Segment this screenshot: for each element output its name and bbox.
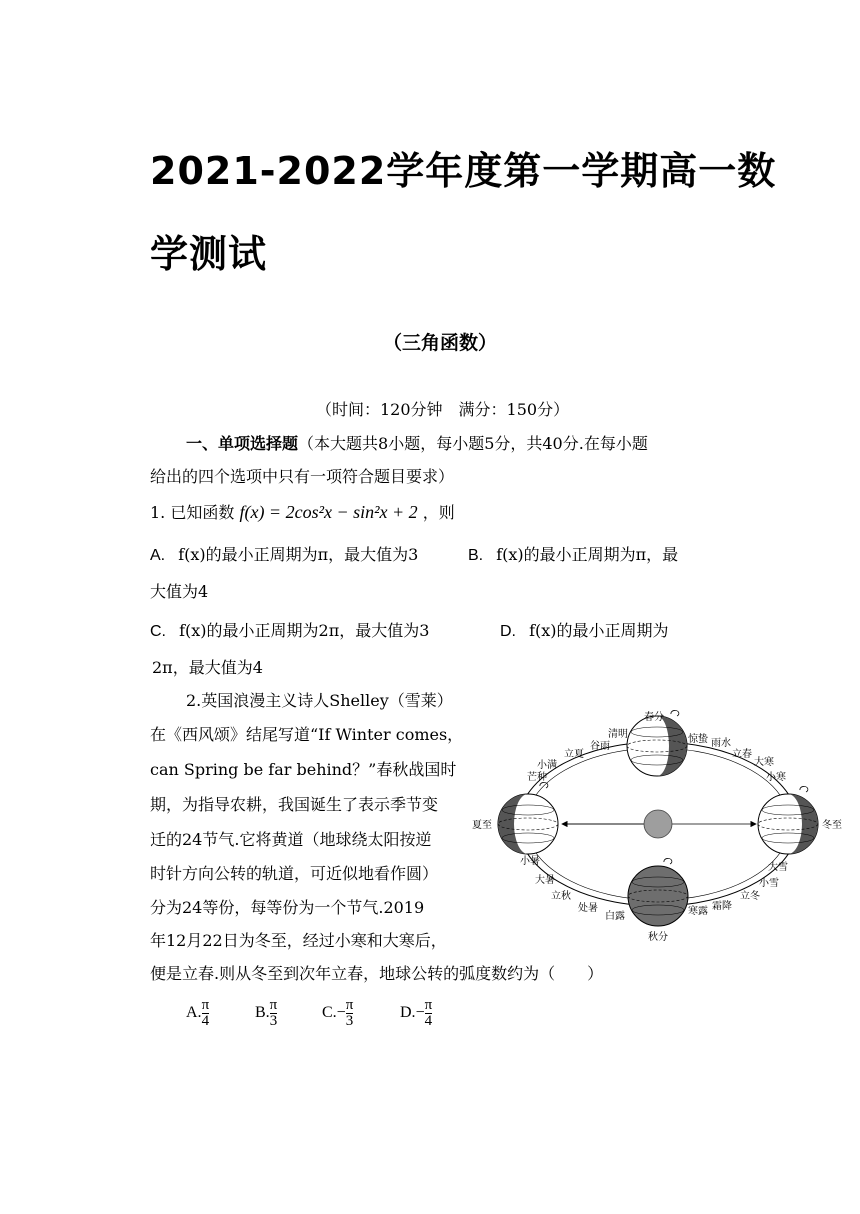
term-dahan: 大寒	[754, 757, 774, 768]
term-chunfen: 春分	[644, 712, 664, 723]
q2-option-c-sign: −	[336, 1004, 346, 1022]
q2-option-c-den: 3	[345, 1013, 354, 1029]
term-jingzhe: 惊蛰	[688, 734, 708, 745]
q2-option-c-fraction	[346, 998, 354, 1029]
q1-option-d-text: f(x)的最小正周期为	[529, 621, 669, 640]
term-xiaoxue: 小雪	[759, 878, 779, 889]
q2-option-a-num: π	[201, 997, 210, 1013]
page-title-line2: 学测试	[150, 232, 268, 276]
q2-line-2: 在《西风颂》结尾写道“If Winter comes，	[150, 725, 464, 744]
term-xiaoman: 小满	[537, 760, 557, 771]
term-bailu: 白露	[605, 911, 625, 922]
q2-option-d	[400, 998, 432, 1029]
term-xiaohan: 小寒	[766, 772, 786, 783]
term-dashu: 大暑	[535, 875, 555, 886]
q1-option-b-label: B.	[468, 547, 484, 564]
page-subtitle: （三角函数）	[383, 332, 498, 354]
term-xiaoshu: 小暑	[520, 856, 540, 867]
q1-option-c-text: f(x)的最小正周期为2π，最大值为3	[179, 621, 430, 640]
term-daxue: 大雪	[768, 862, 788, 873]
q2-option-d-fraction	[425, 998, 433, 1029]
q2-option-b-fraction	[270, 998, 278, 1029]
q2-option-c-num: π	[345, 997, 354, 1013]
q1-option-d-label: D.	[500, 623, 516, 640]
q2-option-b-label: B.	[255, 1004, 270, 1022]
earth-winter	[758, 794, 818, 854]
sun	[644, 810, 672, 838]
q2-option-d-sign: −	[415, 1004, 425, 1022]
term-qiufen: 秋分	[648, 932, 668, 943]
q1-option-a	[150, 542, 418, 565]
q1-option-b	[468, 542, 678, 565]
q2-option-a-fraction	[202, 998, 210, 1029]
section1-heading-line	[186, 431, 648, 454]
page-title-line1: 2021-2022学年度第一学期高一数	[150, 149, 777, 193]
q1-option-d-cont: 2π，最大值为4	[152, 658, 263, 677]
q2-line-1: 2.英国浪漫主义诗人Shelley（雪莱）	[186, 691, 453, 710]
q1-option-b-cont: 大值为4	[150, 582, 209, 601]
q1-stem-suffix: ，则	[422, 503, 455, 522]
section1-heading: 一、单项选择题	[186, 434, 299, 453]
earth-spring	[627, 716, 687, 776]
q2-option-c-label: C.	[322, 1004, 337, 1022]
q2-line-4: 期，为指导农耕，我国诞生了表示季节变	[150, 795, 439, 814]
q1-option-b-text: f(x)的最小正周期为π，最	[496, 545, 679, 564]
q2-option-d-num: π	[424, 997, 433, 1013]
term-chushu: 处暑	[578, 903, 598, 914]
q2-option-c	[322, 998, 353, 1029]
term-xiazhi: 夏至	[472, 820, 492, 831]
q2-line-5: 迁的24节气.它将黄道（地球绕太阳按逆	[150, 830, 432, 849]
q2-line-3: can Spring be far behind？”春秋战国时	[150, 760, 457, 779]
term-guyu: 谷雨	[590, 741, 610, 752]
term-lidong: 立冬	[740, 891, 760, 902]
term-lixia: 立夏	[564, 749, 584, 760]
term-lichun: 立春	[732, 749, 752, 760]
q1-option-c	[150, 618, 429, 641]
term-yushui: 雨水	[711, 738, 731, 749]
q1-option-a-label: A.	[150, 547, 166, 564]
q2-option-a-label: A.	[186, 1004, 202, 1022]
q2-option-d-label: D.	[400, 1004, 416, 1022]
q1-formula: f(x) = 2cos²x − sin²x + 2	[239, 502, 418, 522]
q2-option-b-num: π	[269, 997, 278, 1013]
term-hanlu: 寒露	[688, 906, 708, 917]
q2-option-d-den: 4	[424, 1013, 433, 1029]
earth-autumn	[628, 866, 688, 926]
q2-last-line: 便是立春.则从冬至到次年立春，地球公转的弧度数约为（ ）	[150, 964, 604, 983]
q2-option-a	[186, 998, 209, 1029]
q2-option-b-den: 3	[269, 1013, 278, 1029]
q2-line-6: 时针方向公转的轨道，可近似地看作圆）	[150, 864, 439, 883]
q2-option-a-den: 4	[201, 1013, 210, 1029]
q1-option-c-label: C.	[150, 623, 166, 640]
earth-summer	[498, 794, 558, 854]
term-shuangjiang: 霜降	[712, 901, 732, 912]
term-qingming: 清明	[608, 729, 628, 740]
q2-line-7: 分为24等份，每等份为一个节气.2019	[150, 898, 425, 917]
section1-desc2: 给出的四个选项中只有一项符合题目要求）	[150, 467, 455, 486]
q1-stem	[150, 500, 455, 523]
exam-info: （时间：120分钟 满分：150分）	[316, 400, 570, 419]
term-mangzhong: 芒种	[527, 772, 547, 783]
q1-stem-prefix: 1. 已知函数	[150, 503, 235, 522]
section1-desc1: （本大题共8小题，每小题5分，共40分.在每小题	[298, 434, 648, 453]
q2-option-b	[255, 998, 277, 1029]
term-liqiu: 立秋	[551, 891, 571, 902]
solar-terms-diagram	[468, 700, 852, 950]
q2-line-8: 年12月22日为冬至，经过小寒和大寒后，	[150, 931, 447, 950]
q1-option-d	[500, 618, 669, 641]
term-dongzhi: 冬至	[822, 820, 842, 831]
q1-option-a-text: f(x)的最小正周期为π，最大值为3	[178, 545, 419, 564]
